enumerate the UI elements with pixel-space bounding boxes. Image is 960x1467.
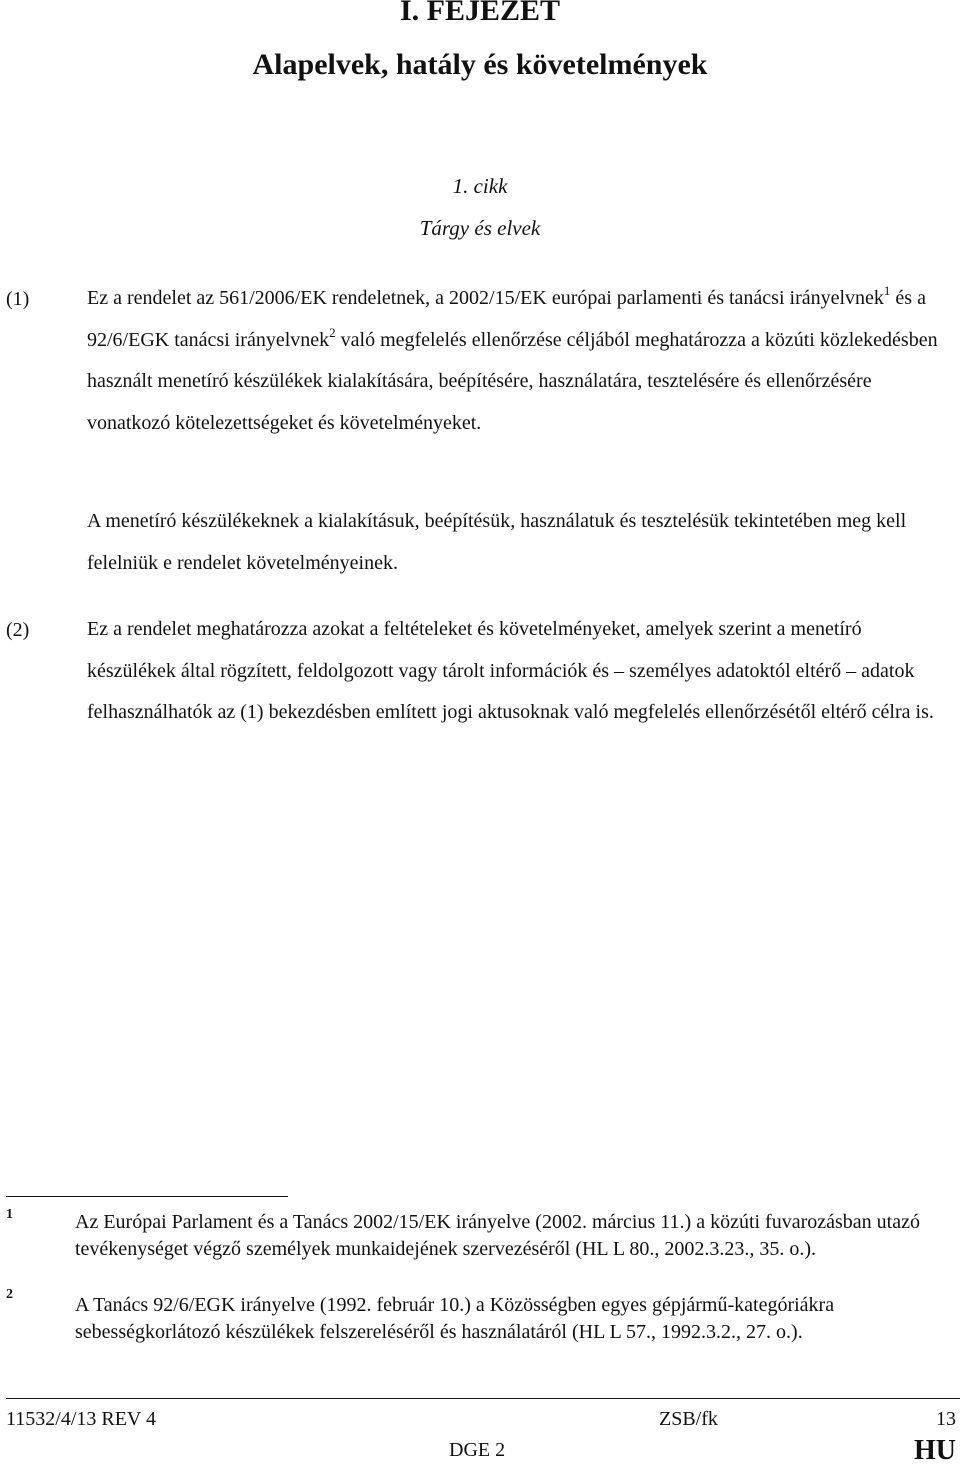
footnote-ref-2: 2 bbox=[329, 324, 336, 340]
footnote-ref-1: 1 bbox=[883, 283, 891, 298]
footnote-1: Az Európai Parlament és a Tanács 2002/15/EK irányelve (2002. március 11.) a közúti fuvarozásban utazó tevékenységet végző személyek munkaidejének szervezéséről (HL L 80., 2002.3.23., 35. o.). bbox=[75, 1211, 920, 1260]
chapter-label: I. FEJEZET bbox=[399, 0, 561, 27]
footer-page-number: 13 bbox=[936, 1408, 956, 1430]
article-title: Tárgy és elvek bbox=[419, 216, 541, 240]
footnote-2: A Tanács 92/6/EGK irányelve (1992. február 10.) a Közösségben egyes gépjármű-kategóriákra sebességkorlátozó készülékek felszereléséről és használatáról (HL L 57., 1992.3.2., 27. o.). bbox=[75, 1294, 835, 1343]
paragraph-1-subparagraph: A menetíró készülékeknek a kialakításuk, beépítésük, használatuk és tesztelésük tekintetében meg kell felelniük e rendelet követelményeinek. bbox=[87, 510, 907, 574]
footnote-mark-1: 1 bbox=[6, 1207, 13, 1222]
footnote-separator bbox=[6, 1196, 288, 1197]
paragraph-1-text-b: és a 92/6/EGK tanácsi irányelvnek bbox=[87, 287, 926, 351]
footer-dept: DGE 2 bbox=[449, 1439, 506, 1461]
footer-language: HU bbox=[914, 1435, 956, 1466]
footer-separator bbox=[6, 1398, 960, 1399]
footer-doc-ref: 11532/4/13 REV 4 bbox=[6, 1408, 157, 1430]
paragraph-number-1: (1) bbox=[6, 288, 30, 310]
chapter-title: Alapelvek, hatály és követelmények bbox=[252, 48, 708, 81]
paragraph-2: Ez a rendelet meghatározza azokat a feltételeket és követelményeket, amelyek szerint a menetíró készülékek által rögzített, feldolgozott vagy tárolt információk és – személyes adatoktól eltérő – adatok felhasználhatók az (1) bekezdésben említett jogi aktusoknak való megfelelés ellenőrzésétől eltérő célra is. bbox=[87, 618, 934, 723]
paragraph-1 bbox=[87, 278, 952, 444]
footer-initials: ZSB/fk bbox=[659, 1408, 718, 1430]
article-number: 1. cikk bbox=[452, 174, 508, 198]
footnote-mark-2: 2 bbox=[6, 1287, 13, 1302]
paragraph-1-text-c: való megfelelés ellenőrzése céljából meghatározza a közúti közlekedésben használt menetíró készülékek kialakítására, beépítésére, használatára, tesztelésére és ellenőrzésére vonatkozó kötelezettségeket és követelményeket. bbox=[87, 328, 938, 434]
paragraph-1-text-a: Ez a rendelet az 561/2006/EK rendeletnek, a 2002/15/EK európai parlamenti és tanácsi irányelvnek bbox=[87, 287, 884, 309]
paragraph-number-2: (2) bbox=[6, 619, 30, 641]
